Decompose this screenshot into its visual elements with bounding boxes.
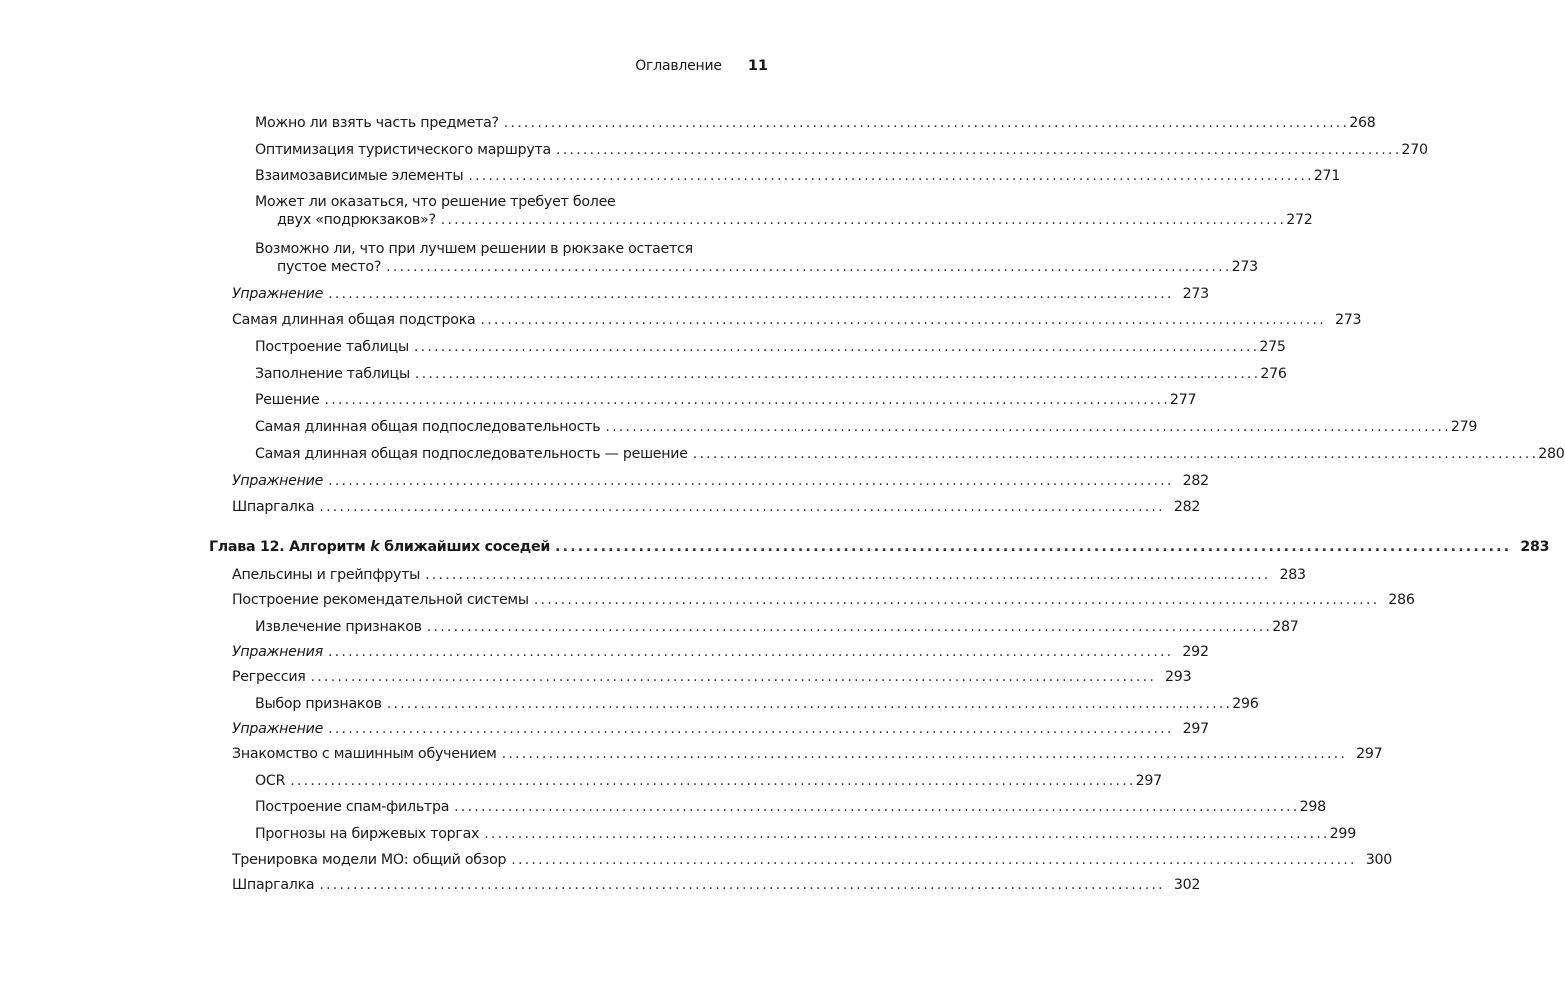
toc-entry-multiline: [255, 240, 1258, 276]
toc-entry-title: Прогнозы на биржевых торгах: [255, 826, 480, 842]
dot-leader: ..............................................................................................................................: [310, 669, 1157, 685]
toc-entry-page: 283: [1520, 539, 1550, 555]
toc-entry-title: Регрессия: [232, 669, 306, 685]
toc-entry-title: Самая длинная общая подпоследовательность: [255, 419, 601, 435]
toc-entry: [255, 798, 1326, 816]
page-number: 11: [747, 58, 768, 74]
running-title: Оглавление: [635, 58, 722, 74]
toc-entry-title: Самая длинная общая подстрока: [232, 312, 476, 328]
toc-entry: [255, 338, 1286, 356]
toc-entry-title: Упражнение: [232, 286, 324, 302]
toc-entry: [232, 285, 1209, 303]
dot-leader: ..............................................................................................................................: [454, 799, 1300, 815]
toc-entry-title: Упражнения: [232, 644, 323, 660]
dot-leader: ..............................................................................................................................: [414, 366, 1261, 382]
toc-entry-page: 302: [1173, 877, 1201, 893]
dot-leader: ..............................................................................................................................: [440, 212, 1287, 228]
chapter-title-prefix: Глава 12. Алгоритм: [209, 539, 371, 555]
toc-entry-title: Оптимизация туристического маршрута: [255, 142, 551, 158]
toc-entry-title: Заполнение таблицы: [255, 366, 410, 382]
toc-entry: [255, 418, 1478, 436]
dot-leader: ..............................................................................................................................: [386, 696, 1233, 712]
toc-entry-title: Построение спам-фильтра: [255, 799, 450, 815]
toc-entry: [255, 618, 1299, 636]
toc-entry-title: Построение таблицы: [255, 339, 409, 355]
toc-entry: [255, 114, 1376, 132]
dot-leader: ..............................................................................................................................: [480, 312, 1326, 328]
toc-entry-title: Построение рекомендательной системы: [232, 592, 529, 608]
toc-entry-page: 287: [1272, 619, 1299, 635]
toc-entry: [255, 445, 1565, 463]
toc-entry: [232, 591, 1415, 609]
toc-entry: [255, 772, 1162, 790]
toc-entry: [232, 311, 1362, 329]
toc-entry: [232, 876, 1201, 894]
dot-leader: ..............................................................................................................................: [327, 644, 1174, 660]
dot-leader: ..............................................................................................................................: [533, 592, 1380, 608]
dot-leader: ..............................................................................................................................: [386, 259, 1232, 275]
toc-entry-page: 276: [1260, 366, 1287, 382]
toc-entry-page: 286: [1388, 592, 1415, 608]
chapter-title-suffix: ближайших соседей: [379, 539, 551, 555]
dot-leader: ..............................................................................................................................: [324, 392, 1170, 408]
dot-leader: ..............................................................................................................................: [328, 473, 1174, 489]
toc-entry-page: 280: [1538, 446, 1565, 462]
dot-leader: ..............................................................................................................................: [501, 746, 1348, 762]
toc-entry-title: Тренировка модели МО: общий обзор: [232, 852, 507, 868]
toc-entry-page: 282: [1173, 499, 1201, 515]
toc-entry-title: Выбор признаков: [255, 696, 382, 712]
toc-entry: [255, 825, 1356, 843]
toc-entry-title-line2: двух «подрюкзаков»?: [277, 212, 436, 228]
toc-entry: [232, 668, 1192, 686]
dot-leader: ..............................................................................................................................: [484, 826, 1330, 842]
dot-leader: ..............................................................................................................................: [555, 142, 1402, 158]
toc-entry-page: 273: [1231, 259, 1258, 275]
toc-entry-page: 292: [1182, 644, 1209, 660]
toc-entry-page: 279: [1450, 419, 1478, 435]
dot-leader: ..............................................................................................................................: [426, 619, 1273, 635]
toc-entry-page: 298: [1299, 799, 1326, 815]
toc-entry-page: 300: [1365, 852, 1393, 868]
toc-entry-title: Решение: [255, 392, 320, 408]
toc-entry-page: 272: [1286, 212, 1313, 228]
toc-entry-title: Взаимозависимые элементы: [255, 168, 464, 184]
toc-entry-page: 268: [1349, 115, 1376, 131]
toc-entry-title: Шпаргалка: [232, 877, 315, 893]
toc-entry-page: 283: [1279, 567, 1306, 583]
toc-entry: [232, 745, 1383, 763]
dot-leader: ..............................................................................................................................: [511, 852, 1357, 868]
dot-leader: ..............................................................................................................................: [605, 419, 1451, 435]
toc-entry: [232, 566, 1306, 584]
toc-entry: [232, 720, 1209, 738]
toc-entry-page: 273: [1182, 286, 1209, 302]
toc-entry-page: 297: [1182, 721, 1209, 737]
chapter-title: [209, 538, 550, 556]
toc-entry-title-line1: Возможно ли, что при лучшем решении в рюкзаке остается: [255, 241, 693, 257]
toc-entry: [255, 141, 1428, 159]
dot-leader: ..............................................................................................................................: [319, 877, 1165, 893]
toc-entry-page: 297: [1356, 746, 1383, 762]
toc-entry-title: Шпаргалка: [232, 499, 315, 515]
toc-entry: [232, 472, 1209, 490]
dot-leader: ..............................................................................................................................: [319, 499, 1165, 515]
toc-entry-page: 277: [1169, 392, 1197, 408]
toc-entry-page: 271: [1313, 168, 1341, 184]
toc-entry-title: Знакомство с машинным обучением: [232, 746, 497, 762]
toc-entry-multiline: [255, 193, 1313, 229]
toc-entry-title: Упражнение: [232, 473, 324, 489]
toc-entry-page: 275: [1259, 339, 1286, 355]
toc-chapter-heading: [209, 538, 1550, 556]
dot-leader: ..............................................................................................................................: [328, 286, 1174, 302]
chapter-title-k: k: [370, 539, 380, 555]
toc-entry-title: Самая длинная общая подпоследовательность — решение: [255, 446, 688, 462]
toc-entry-page: 293: [1165, 669, 1192, 685]
toc-entry: [232, 643, 1209, 661]
toc-entry: [255, 167, 1341, 185]
toc-entry-page: 270: [1401, 142, 1428, 158]
dot-leader: ..............................................................................................................................: [692, 446, 1539, 462]
toc-entry-title: Извлечение признаков: [255, 619, 422, 635]
dot-leader: ..............................................................................................................................: [555, 539, 1512, 555]
dot-leader: ..............................................................................................................................: [468, 168, 1314, 184]
toc-entry: [255, 695, 1259, 713]
toc-entry-page: 296: [1232, 696, 1259, 712]
dot-leader: ..............................................................................................................................: [503, 115, 1350, 131]
toc-entry-page: 273: [1334, 312, 1362, 328]
toc-entry-title: Можно ли взять часть предмета?: [255, 115, 499, 131]
toc-entry-title-line2: пустое место?: [277, 259, 382, 275]
toc-entry: [232, 851, 1393, 869]
toc-entry-title-line1: Может ли оказаться, что решение требует более: [255, 194, 616, 210]
toc-entry-page: 299: [1329, 826, 1356, 842]
toc-entry-page: 282: [1182, 473, 1209, 489]
toc-entry-title: Апельсины и грейпфруты: [232, 567, 421, 583]
dot-leader: ..............................................................................................................................: [290, 773, 1136, 789]
toc-entry-page: 297: [1135, 773, 1162, 789]
dot-leader: ..............................................................................................................................: [328, 721, 1174, 737]
toc-entry: [255, 391, 1197, 409]
toc-entry: [232, 498, 1201, 516]
toc-entry-title: OCR: [255, 773, 286, 789]
dot-leader: ..............................................................................................................................: [413, 339, 1260, 355]
toc-entry: [255, 365, 1287, 383]
toc-entry-title: Упражнение: [232, 721, 324, 737]
dot-leader: ..............................................................................................................................: [425, 567, 1271, 583]
